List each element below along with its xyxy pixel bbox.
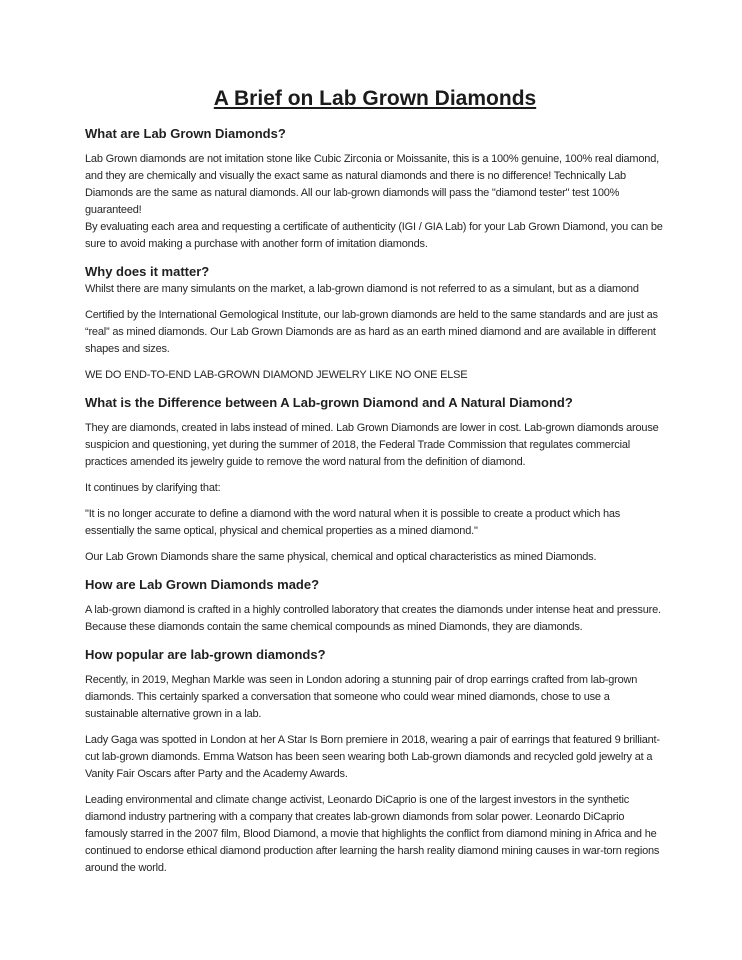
- paragraph: Certified by the International Gemological Institute, our lab-grown diamonds are held to the same standards and are just as “real” as mined diamonds. Our Lab Grown Diamonds are as hard as an earth mined diamond and are available in different shapes and sizes.: [85, 309, 658, 355]
- paragraph-slogan: WE DO END-TO-END LAB-GROWN DIAMOND JEWELRY LIKE NO ONE ELSE: [85, 369, 468, 381]
- paragraph: Lady Gaga was spotted in London at her A Star Is Born premiere in 2018, wearing a pair of earrings that featured 9 brilliant-cut lab-grown diamonds. Emma Watson has been seen wearing both Lab-grown diamonds and recycled gold jewelry at a Vanity Fair Oscars after Party and the Academy Awards.: [85, 734, 660, 780]
- paragraph: Recently, in 2019, Meghan Markle was seen in London adoring a stunning pair of drop earrings crafted from lab-grown diamonds. This certainly sparked a conversation that someone who could wear mined diamonds, chose to use a sustainable alternative grown in a lab.: [85, 674, 638, 720]
- section-heading-what-are-lab-grown-diamonds: What are Lab Grown Diamonds?: [85, 126, 286, 141]
- section-heading-why-does-it-matter: Why does it matter?: [85, 264, 210, 279]
- paragraph: It continues by clarifying that:: [85, 482, 221, 494]
- paragraph: Leading environmental and climate change activist, Leonardo DiCaprio is one of the largest investors in the synthetic diamond industry partnering with a company that creates lab-grown diamonds from solar power. Leonardo DiCaprio famously starred in the 2007 film, Blood Diamond, a movie that highlights the conflict from diamond mining in Africa and he continued to endorse ethical diamond production after learning the harsh reality diamond mining causes in war-torn regions around the world.: [85, 794, 660, 874]
- paragraph-quote: "It is no longer accurate to define a diamond with the word natural when it is possible to create a product which has essentially the same optical, physical and chemical properties as a mined diamond.": [85, 508, 621, 537]
- paragraph: They are diamonds, created in labs instead of mined. Lab Grown Diamonds are lower in cost. Lab-grown diamonds arouse suspicion and questioning, yet during the summer of 2018, the Federal Trade Commission that regulates commercial practices amended its jewelry guide to remove the word natural from the definition of diamond.: [85, 422, 659, 468]
- paragraph: Lab Grown diamonds are not imitation stone like Cubic Zirconia or Moissanite, this is a 100% genuine, 100% real diamond, and they are chemically and visually the exact same as natural diamonds and there is no difference! Technically Lab Diamonds are the same as natural diamonds. All our lab-grown diamonds will pass the "diamond tester" test 100% guaranteed!: [85, 153, 659, 216]
- document-title: A Brief on Lab Grown Diamonds: [213, 87, 537, 110]
- paragraph: By evaluating each area and requesting a certificate of authenticity (IGI / GIA Lab) for your Lab Grown Diamond, you can be sure to avoid making a purchase with another form of imitation diamonds.: [85, 221, 663, 250]
- section-heading-how-popular-are-lab-grown-diamonds: How popular are lab-grown diamonds?: [85, 647, 326, 662]
- paragraph: A lab-grown diamond is crafted in a highly controlled laboratory that creates the diamonds under intense heat and pressure. Because these diamonds contain the same chemical compounds as mined Diamonds, they are diamonds.: [85, 604, 661, 633]
- paragraph: Our Lab Grown Diamonds share the same physical, chemical and optical characteristics as mined Diamonds.: [85, 551, 597, 563]
- section-heading-difference-lab-grown-vs-natural: What is the Difference between A Lab-grown Diamond and A Natural Diamond?: [85, 395, 573, 410]
- section-heading-how-are-lab-grown-diamonds-made: How are Lab Grown Diamonds made?: [85, 577, 320, 592]
- paragraph: Whilst there are many simulants on the market, a lab-grown diamond is not referred to as a simulant, but as a diamond: [85, 283, 639, 295]
